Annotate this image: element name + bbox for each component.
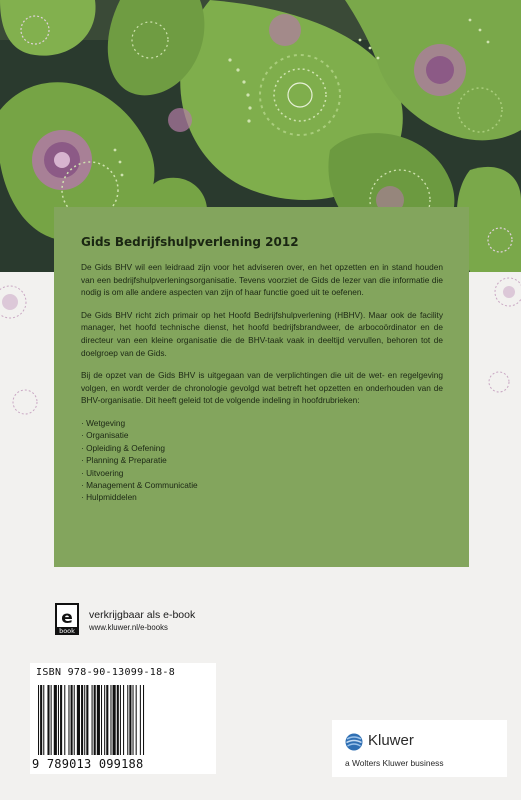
barcode-bar — [101, 685, 102, 755]
barcode-bar — [97, 685, 100, 755]
barcode-bar — [120, 685, 121, 755]
publisher-name: Kluwer — [368, 732, 414, 749]
isbn-barcode — [30, 663, 216, 774]
ebook-notice — [55, 603, 275, 635]
description-panel — [54, 207, 469, 567]
barcode-bar — [117, 685, 119, 755]
section-list-item: · Management & Communicatie — [81, 479, 198, 490]
barcode-bar — [71, 685, 73, 755]
section-list-item: · Wetgeving — [81, 417, 126, 428]
barcode-bar — [136, 685, 137, 755]
barcode-bar — [106, 685, 108, 755]
section-list-item: · Opleiding & Oefening — [81, 442, 165, 453]
barcode-bar — [94, 685, 96, 755]
description-paragraph-1: De Gids BHV wil een leidraad zijn voor het adviseren over, en het opzetten en in stand houden van een bedrijfshulpverleningsorganisatie. Tevens voorziet de Gids de lezer van die informatie die nodig is om alle andere aspecten van zijn of haar functie goed uit te oefenen. — [81, 262, 443, 298]
barcode-bar — [127, 685, 128, 755]
section-list-item: · Hulpmiddelen — [81, 492, 137, 503]
book-title: Gids Bedrijfshulpverlening 2012 — [81, 235, 299, 249]
barcode-bar — [38, 685, 39, 755]
barcode-bar — [77, 685, 80, 755]
barcode-bar — [43, 685, 44, 755]
barcode-bar — [123, 685, 124, 755]
description-paragraph-3: Bij de opzet van de Gids BHV is uitgegaan van de verplichtingen die uit de wet- en regelgeving volgen, en wordt verder de chronologie gevolgd wat betreft het opzetten en onderhouden van de BHV-organisatie. Dit heeft geleid tot de volgende indeling in hoofdrubrieken: — [81, 370, 443, 406]
barcode-bar — [84, 685, 85, 755]
barcode-bar — [51, 685, 52, 755]
barcode-bar — [133, 685, 134, 755]
barcode-bar — [86, 685, 88, 755]
publisher-tagline: a Wolters Kluwer business — [345, 758, 444, 768]
barcode-bar — [81, 685, 83, 755]
section-list-item: · Organisatie — [81, 430, 129, 441]
barcode-digits: 9 789013 099188 — [32, 757, 144, 771]
barcode-bar — [104, 685, 105, 755]
barcode-bar — [40, 685, 42, 755]
ebook-icon-letter: e — [61, 608, 73, 628]
section-list-item: · Planning & Preparatie — [81, 455, 167, 466]
section-list-item: · Uitvoering — [81, 467, 124, 478]
barcode-bar — [140, 685, 141, 755]
description-paragraph-2: De Gids BHV richt zich primair op het Hoofd Bedrijfshulpverlening (HBHV). Maar ook de facility manager, het hoofd technische dienst, het hoofd bedrijfsbrandweer, de arbocoördinator en de directeur van een kleine organisatie die de BHV-taak vaak in deeltijd vervullen, behoren tot de doelgroep van de Gids. — [81, 309, 443, 358]
barcode-bar — [110, 685, 111, 755]
section-list — [81, 417, 443, 504]
ebook-icon — [55, 603, 79, 635]
barcode-bar — [143, 685, 144, 755]
barcode-bar — [54, 685, 57, 755]
barcode-bar — [58, 685, 59, 755]
ebook-icon-label: book — [59, 627, 75, 635]
barcode-bar — [68, 685, 69, 755]
barcode-bar — [92, 685, 93, 755]
ebook-url-link[interactable]: www.kluwer.nl/e-books — [89, 623, 168, 632]
barcode-bars — [34, 685, 212, 757]
barcode-bar — [60, 685, 62, 755]
isbn-number: ISBN 978-90-13099-18-8 — [36, 667, 176, 678]
barcode-bar — [113, 685, 116, 755]
decorative-side-ornament-left — [0, 272, 54, 472]
ebook-title: verkrijgbaar als e-book — [89, 609, 196, 621]
publisher-logo-block — [332, 720, 507, 777]
decorative-side-ornament-right — [469, 272, 521, 432]
barcode-bar — [64, 685, 65, 755]
barcode-bar — [129, 685, 131, 755]
barcode-bar — [47, 685, 49, 755]
kluwer-globe-icon — [345, 733, 363, 751]
barcode-bar — [74, 685, 75, 755]
